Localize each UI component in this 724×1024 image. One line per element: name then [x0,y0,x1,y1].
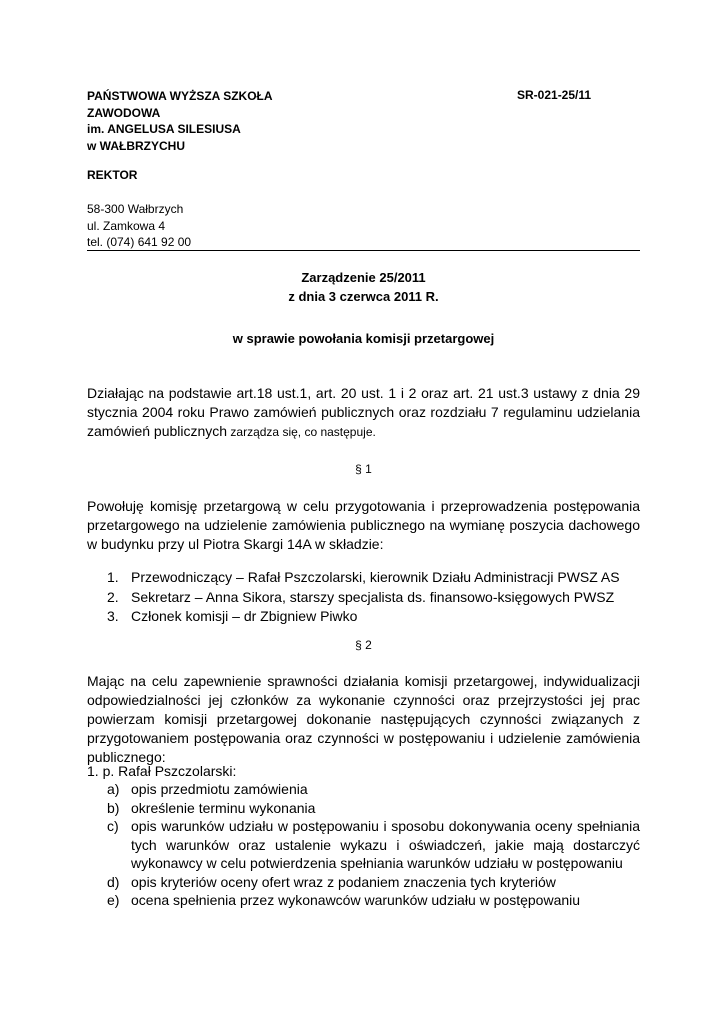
section-2-paragraph: Mając na celu zapewnienie sprawności działania komisji przetargowej, indywidualizacji odpowiedzialności jej członków za wykonanie czynności oraz przejrzystości jej prac powierzam komisji przetargowej dokonanie następujących czynności związanych z przygotowaniem postępowania oraz czynności w postępowaniu i udzielenie zamówienia publicznego: [87,673,640,765]
institution-name [87,88,273,154]
list-letter: c) [107,818,119,834]
intro-tail: zarządza się, co następuje. [227,425,376,439]
list-item [107,588,640,608]
list-number: 3. [107,608,119,624]
list-item [107,817,640,873]
task-person: 1. p. Rafał Pszczolarski: [87,763,237,779]
section-2-mark: § 2 [355,638,372,652]
institution-line: w WAŁBRZYCHU [87,138,185,153]
committee-members-list [107,568,640,627]
list-item [107,891,640,910]
document-reference: SR-021-25/11 [517,88,592,102]
address-line: tel. (074) 641 92 00 [87,235,192,249]
institution-line: ZAWODOWA [87,105,161,120]
rektor-label: REKTOR [87,168,138,182]
address-block [87,201,191,251]
list-text: opis kryteriów oceny ofert wraz z podaniem znaczenia tych kryteriów [131,873,556,890]
header-divider [87,250,640,251]
list-item [107,873,640,892]
list-text: opis warunków udziału w postępowaniu i sposobu dokonywania oceny spełniania tych warunków oraz ustalenie wykazu i oświadczeń, jakie mają dostarczyć wykonawcy w celu potwierdzenia spełniania warunków udziału w postępowaniu [131,818,640,871]
list-letter: b) [107,799,120,816]
address-line: 58-300 Wałbrzych [87,202,184,216]
address-line: ul. Zamkowa 4 [87,218,166,233]
intro-text: Działając na podstawie art.18 ust.1, art. 20 ust. 1 i 2 oraz art. 21 ust.3 ustawy z dnia 29 stycznia 2004 roku Prawo zamówień publicznych oraz rozdziału 7 regulaminu udzielania zamówień publicznych [87,385,640,439]
intro-paragraph [87,384,640,442]
institution-line: im. ANGELUSA SILESIUSA [87,122,241,136]
list-letter: a) [107,781,120,797]
list-item [107,568,640,588]
task-list [107,780,640,910]
ordinance-date: z dnia 3 czerwca 2011 R. [288,289,439,304]
list-item [107,799,640,818]
list-text: Członek komisji – dr Zbigniew Piwko [131,608,358,624]
list-item [107,607,640,627]
ordinance-number: Zarządzenie 25/2011 [301,270,426,285]
list-number: 1. [107,569,119,585]
list-letter: e) [107,892,120,908]
list-letter: d) [107,873,120,890]
section-1-paragraph: Powołuję komisję przetargową w celu przygotowania i przeprowadzenia postępowania przetargowego na udzielenie zamówienia publicznego na wymianę poszycia dachowego w budynku przy ul Piotra Skargi 14A w składzie: [87,498,640,552]
list-number: 2. [107,588,119,605]
list-text: określenie terminu wykonania [131,799,316,816]
list-text: opis przedmiotu zamówienia [131,781,308,797]
list-item [107,780,640,799]
list-text: Sekretarz – Anna Sikora, starszy specjalista ds. finansowo-księgowych PWSZ [131,588,615,605]
list-text: ocena spełnienia przez wykonawców warunków udziału w postępowaniu [131,892,581,908]
ordinance-subject: w sprawie powołania komisji przetargowej [232,331,495,346]
institution-line: PAŃSTWOWA WYŻSZA SZKOŁA [87,89,273,103]
list-text: Przewodniczący – Rafał Pszczolarski, kierownik Działu Administracji PWSZ AS [131,569,620,585]
section-1-mark: § 1 [355,462,372,476]
